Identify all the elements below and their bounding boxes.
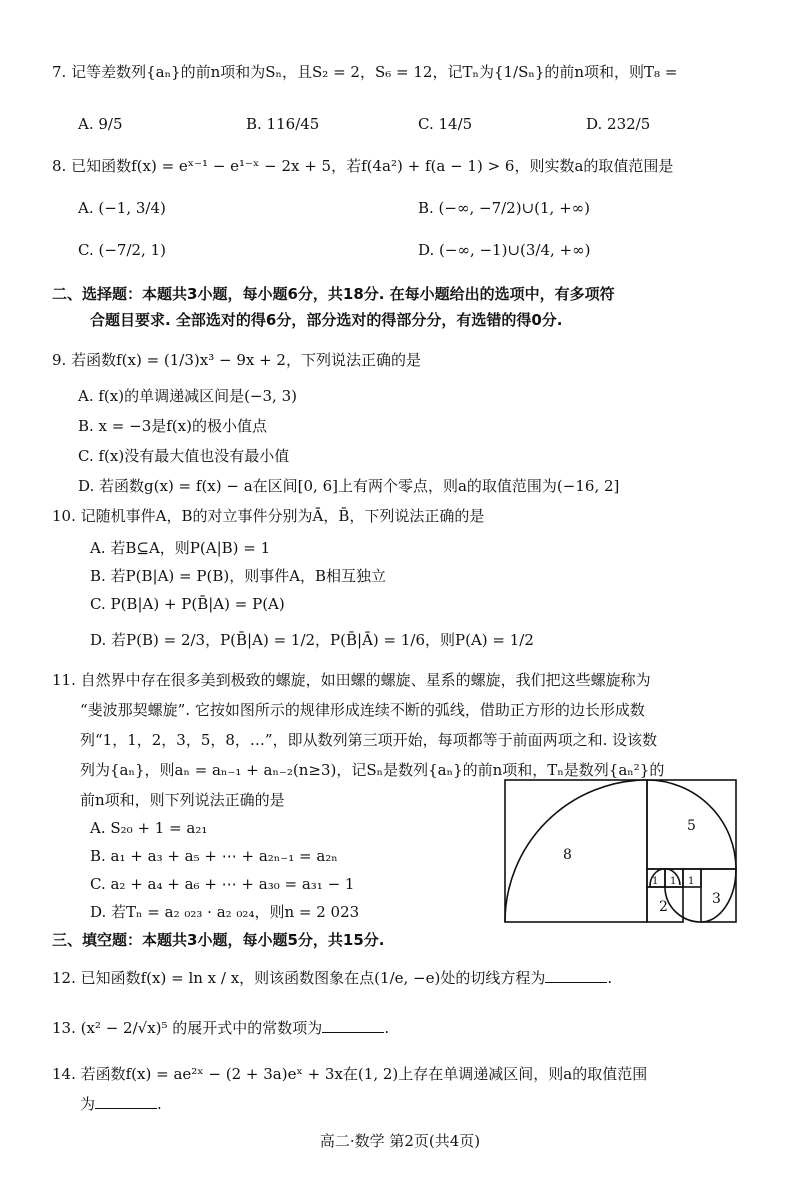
question-9-option-d: D. 若函数g(x) = f(x) − a在区间[0, 6]上有两个零点，则a的取值范围为(−16, 2]	[78, 477, 620, 495]
question-7-option-b: B. 116/45	[246, 115, 320, 133]
question-9-option-b: B. x = −3是f(x)的极小值点	[78, 417, 267, 435]
question-7-stem: 7. 记等差数列{aₙ}的前n项和为Sₙ，且S₂ = 2，S₆ = 12，记Tₙ为{1/Sₙ}的前n项和，则T₈ =	[52, 63, 678, 81]
section-2-heading-line-1: 二、选择题：本题共3小题，每小题6分，共18分. 在每小题给出的选项中，有多项符	[52, 285, 615, 303]
fibonacci-spiral-figure	[495, 775, 745, 925]
question-12-text: 12. 已知函数f(x) = ln x / x，则该函数图象在点(1/e, −e)处的切线方程为	[52, 969, 546, 987]
question-12	[52, 968, 612, 988]
question-10-option-c: C. P(B|A) + P(B̄|A) = P(A)	[90, 595, 285, 613]
figure-label-2: 2	[659, 899, 668, 915]
question-8-option-a: A. (−1, 3/4)	[78, 199, 166, 217]
question-14-line-1: 14. 若函数f(x) = ae²ˣ − (2 + 3a)eˣ + 3x在(1, 2)上存在单调递减区间，则a的取值范围	[52, 1065, 648, 1083]
question-7-option-d: D. 232/5	[586, 115, 651, 133]
question-11-line-3: 列“1，1，2，3，5，8，…”，即从数列第三项开始，每项都等于前面两项之和. 设该数	[80, 731, 658, 749]
question-11-line-4: 列为{aₙ}，则aₙ = aₙ₋₁ + aₙ₋₂(n≥3)，记Sₙ是数列{aₙ}的前n项和，Tₙ是数列{aₙ²}的	[80, 761, 665, 779]
question-12-end: .	[607, 969, 613, 987]
question-13-end: .	[384, 1019, 390, 1037]
question-9-option-c: C. f(x)没有最大值也没有最小值	[78, 447, 290, 465]
question-7-option-c: C. 14/5	[418, 115, 473, 133]
question-11-line-1: 11. 自然界中存在很多美到极致的螺旋，如田螺的螺旋、星系的螺旋，我们把这些螺旋称为	[52, 671, 651, 689]
question-11-line-2: “斐波那契螺旋”. 它按如图所示的规律形成连续不断的弧线，借助正方形的边长形成数	[80, 701, 645, 719]
question-9-stem: 9. 若函数f(x) = (1/3)x³ − 9x + 2，下列说法正确的是	[52, 351, 421, 369]
page-footer: 高二·数学 第2页(共4页)	[319, 1132, 481, 1150]
question-13-text: 13. (x² − 2/√x)⁵ 的展开式中的常数项为	[52, 1019, 323, 1037]
question-11-option-c: C. a₂ + a₄ + a₆ + ⋯ + a₃₀ = a₃₁ − 1	[90, 875, 355, 893]
figure-label-3: 3	[712, 891, 721, 907]
question-11-option-a: A. S₂₀ + 1 = a₂₁	[90, 819, 208, 837]
section-3-heading: 三、填空题：本题共3小题，每小题5分，共15分.	[52, 931, 385, 949]
question-11-option-d: D. 若Tₙ = a₂ ₀₂₃ · a₂ ₀₂₄，则n = 2 023	[90, 903, 360, 921]
question-14-text-2: 为	[80, 1095, 96, 1113]
question-11-option-b: B. a₁ + a₃ + a₅ + ⋯ + a₂ₙ₋₁ = a₂ₙ	[90, 847, 338, 865]
figure-label-8: 8	[563, 847, 572, 863]
question-8-option-d: D. (−∞, −1)∪(3/4, +∞)	[418, 241, 591, 259]
question-11-line-5: 前n项和，则下列说法正确的是	[80, 791, 285, 809]
figure-label-1-b: 1	[670, 876, 677, 887]
spiral-arc-8	[505, 780, 647, 922]
square-8	[505, 780, 647, 922]
question-7-option-a: A. 9/5	[78, 115, 123, 133]
question-10-stem: 10. 记随机事件A，B的对立事件分别为Ā，B̄，下列说法正确的是	[52, 507, 485, 525]
question-14-answer-blank[interactable]	[95, 1094, 157, 1109]
question-10-option-b: B. 若P(B|A) = P(B)，则事件A，B相互独立	[90, 567, 387, 585]
question-8-option-b: B. (−∞, −7/2)∪(1, +∞)	[418, 199, 590, 217]
question-9-option-a: A. f(x)的单调递减区间是(−3, 3)	[78, 387, 297, 405]
figure-label-1-a: 1	[652, 876, 659, 887]
question-10-option-d: D. 若P(B) = 2/3，P(B̄|A) = 1/2，P(B̄|Ā) = 1/6，则P(A) = 1/2	[90, 631, 534, 649]
question-8-stem: 8. 已知函数f(x) = eˣ⁻¹ − e¹⁻ˣ − 2x + 5，若f(4a²) + f(a − 1) > 6，则实数a的取值范围是	[52, 157, 674, 175]
question-12-answer-blank[interactable]	[545, 968, 607, 983]
question-8-option-c: C. (−7/2, 1)	[78, 241, 166, 259]
figure-label-1-c: 1	[688, 876, 695, 887]
figure-label-5: 5	[687, 818, 696, 834]
question-10-option-a: A. 若B⊆A，则P(A|B) = 1	[90, 539, 271, 557]
question-14-end: .	[157, 1095, 162, 1113]
question-14-line-2	[80, 1094, 162, 1114]
section-2-heading-line-2: 合题目要求. 全部选对的得6分，部分选对的得部分分，有选错的得0分.	[90, 311, 563, 329]
question-13	[52, 1018, 389, 1038]
question-13-answer-blank[interactable]	[322, 1018, 384, 1033]
